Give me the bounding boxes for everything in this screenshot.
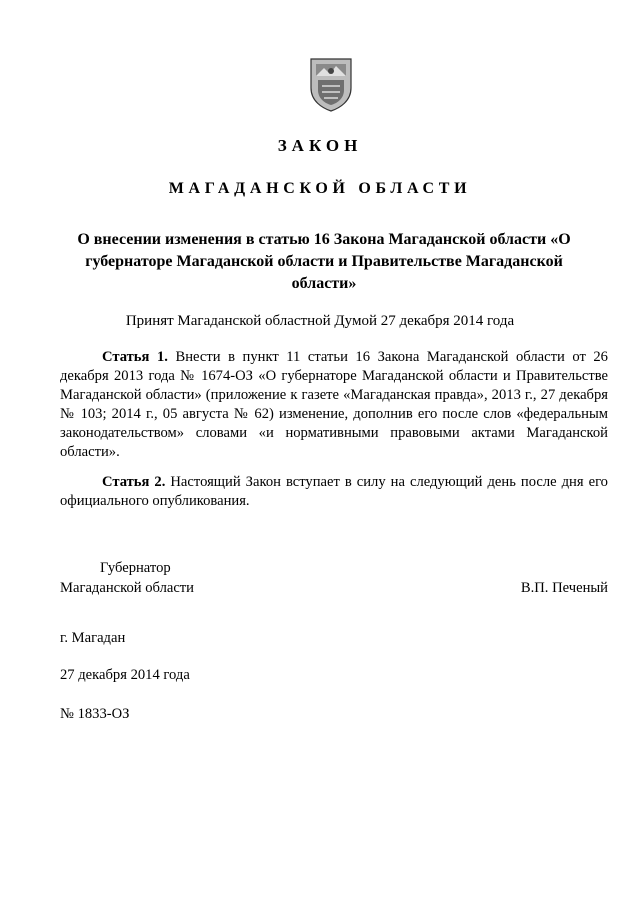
region-heading: МАГАДАНСКОЙ ОБЛАСТИ: [168, 180, 472, 197]
coat-of-arms-icon: [308, 56, 354, 112]
article-1: [60, 348, 608, 462]
signature-position-line2: Магаданской области: [60, 580, 194, 596]
article-2-text: Настоящий Закон вступает в силу на следующий день после дня его официального опубликования.: [60, 474, 608, 509]
signature-position-line1: Губернатор: [100, 560, 171, 576]
law-number: № 1833-ОЗ: [60, 706, 130, 722]
law-heading: ЗАКОН: [277, 136, 363, 155]
article-2: [60, 473, 608, 511]
signing-date: 27 декабря 2014 года: [60, 667, 190, 683]
city: г. Магадан: [60, 630, 126, 646]
article-1-label: Статья 1.: [102, 349, 168, 365]
article-1-text: Внести в пункт 11 статьи 16 Закона Магаданской области от 26 декабря 2013 года № 1674-ОЗ «О губернаторе Магаданской области и Правительстве Магаданской области» (приложение к газете «Магаданская правда», 2013 г., 27 декабря № 103; 2014 г., 05 августа № 62) изменение, дополнив его после слов «федеральным законодательством» словами «и нормативными правовыми актами Магаданской области».: [60, 349, 608, 460]
adoption-line: Принят Магаданской областной Думой 27 декабря 2014 года: [125, 313, 515, 329]
article-2-label: Статья 2.: [102, 474, 166, 490]
signature-name: В.П. Печеный: [520, 580, 608, 596]
signature-position: [60, 558, 194, 598]
law-title: О внесении изменения в статью 16 Закона Магаданской области «О губернаторе Магаданской области и Правительстве Магаданской области»: [77, 231, 571, 292]
